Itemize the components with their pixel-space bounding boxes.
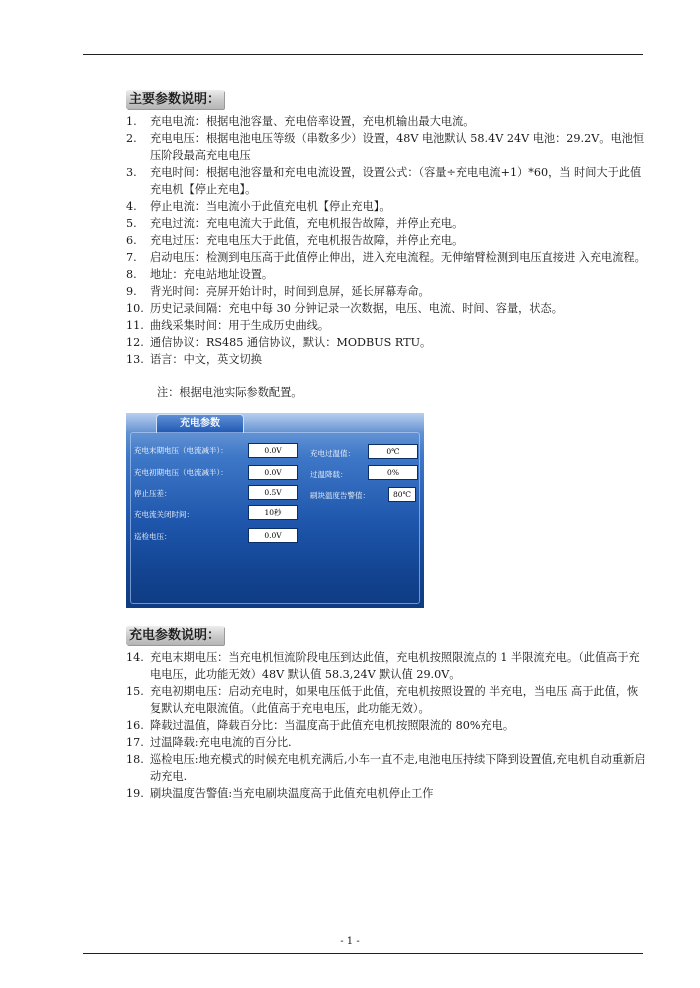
temp-derate-field[interactable]: 0% (368, 465, 418, 480)
list-item: 15. 充电初期电压：启动充电时，如果电压低于此值，充电机按照设置的 半充电，当电压 高于此值，恢复默认充电限流值。（此值高于充电电压，此功能无效）。 (126, 685, 639, 715)
field-label-close-time: 充电流关闭时间： (134, 510, 194, 519)
patrol-voltage-field[interactable]: 0.0V (248, 528, 298, 543)
list-item: 7. 启动电压：检测到电压高于此值停止伸出，进入充电流程。无伸缩臂检测到电压直接进 入充电流程。 (126, 251, 646, 264)
field-label-stop-diff: 停止压差： (134, 489, 172, 498)
list-item: 5. 充电过流：充电电流大于此值，充电机报告故障，并停止充电。 (126, 217, 464, 230)
brush-temp-alarm-field[interactable]: 80℃ (388, 487, 416, 502)
main-params-list (126, 113, 646, 368)
list-item: 8. 地址：充电站地址设置。 (126, 268, 274, 281)
section-heading-charge-params: 充电参数说明： (126, 626, 224, 645)
header-rule (83, 54, 643, 55)
initial-voltage-field[interactable]: 0.0V (248, 465, 298, 480)
field-label-end-voltage: 充电末期电压（电流减半）： (134, 446, 228, 455)
list-item: 18. 巡检电压:地充模式的时候充电机充满后,小车一直不走,电池电压持续下降到设置值,充电机自动重新启动充电. (126, 753, 646, 783)
list-item: 4. 停止电流：当电流小于此值充电机【停止充电】。 (126, 200, 391, 213)
list-item: 14. 充电末期电压：当充电机恒流阶段电压到达此值，充电机按照限流点的 1 半限流充电。（此值高于充电电压，此功能无效）48V 默认值 58.3,24V 默认值 29.0V。 (126, 651, 640, 681)
field-label-over-temp: 充电过温值： (310, 449, 355, 458)
page-number: - 1 - (340, 936, 360, 947)
over-temp-field[interactable]: 0℃ (368, 444, 418, 459)
section-heading-main-params: 主要参数说明： (126, 90, 224, 109)
list-item: 9. 背光时间：亮屏开始计时，时间到息屏，延长屏幕寿命。 (126, 285, 430, 298)
charge-params-screenshot (126, 413, 424, 608)
list-item: 19. 刷块温度告警值:当充电刷块温度高于此值充电机停止工作 (126, 787, 434, 800)
list-item: 16. 降载过温值，降载百分比：当温度高于此值充电机按照限流的 80%充电。 (126, 719, 515, 732)
footer-rule (83, 953, 643, 954)
config-note: 注：根据电池实际参数配置。 (157, 386, 303, 399)
list-item: 17. 过温降载:充电电流的百分比. (126, 736, 292, 749)
list-item: 2. 充电电压：根据电池电压等级（串数多少）设置，48V 电池默认 58.4V 24V 电池：29.2V。电池恒压阶段最高充电电压 (126, 132, 645, 162)
field-label-brush-temp-alarm: 刷块温度告警值： (310, 491, 370, 500)
stop-diff-field[interactable]: 0.5V (248, 485, 298, 500)
tab-charge-params[interactable]: 充电参数 (156, 414, 244, 433)
close-time-field[interactable]: 10秒 (248, 505, 298, 520)
list-item: 13. 语言：中文，英文切换 (126, 353, 262, 366)
list-item: 3. 充电时间：根据电池容量和充电电流设置，设置公式：（容量÷充电电流+1）*60，当 时间大于此值充电机【停止充电】。 (126, 166, 642, 196)
field-label-initial-voltage: 充电初期电压（电流减半）： (134, 468, 228, 477)
end-voltage-field[interactable]: 0.0V (248, 443, 298, 458)
list-item: 11. 曲线采集时间：用于生成历史曲线。 (126, 319, 330, 332)
list-item: 1. 充电电流：根据电池容量、充电倍率设置，充电机输出最大电流。 (126, 115, 475, 128)
list-item: 12. 通信协议：RS485 通信协议，默认：MODBUS RTU。 (126, 336, 432, 349)
field-label-patrol-voltage: 巡检电压： (134, 532, 172, 541)
list-item: 10. 历史记录间隔：充电中每 30 分钟记录一次数据，电压、电流、时间、容量，状态。 (126, 302, 563, 315)
list-item: 6. 充电过压：充电电压大于此值，充电机报告故障，并停止充电。 (126, 234, 464, 247)
field-label-temp-derate: 过温降载： (310, 470, 348, 479)
charge-params-list (126, 649, 646, 802)
